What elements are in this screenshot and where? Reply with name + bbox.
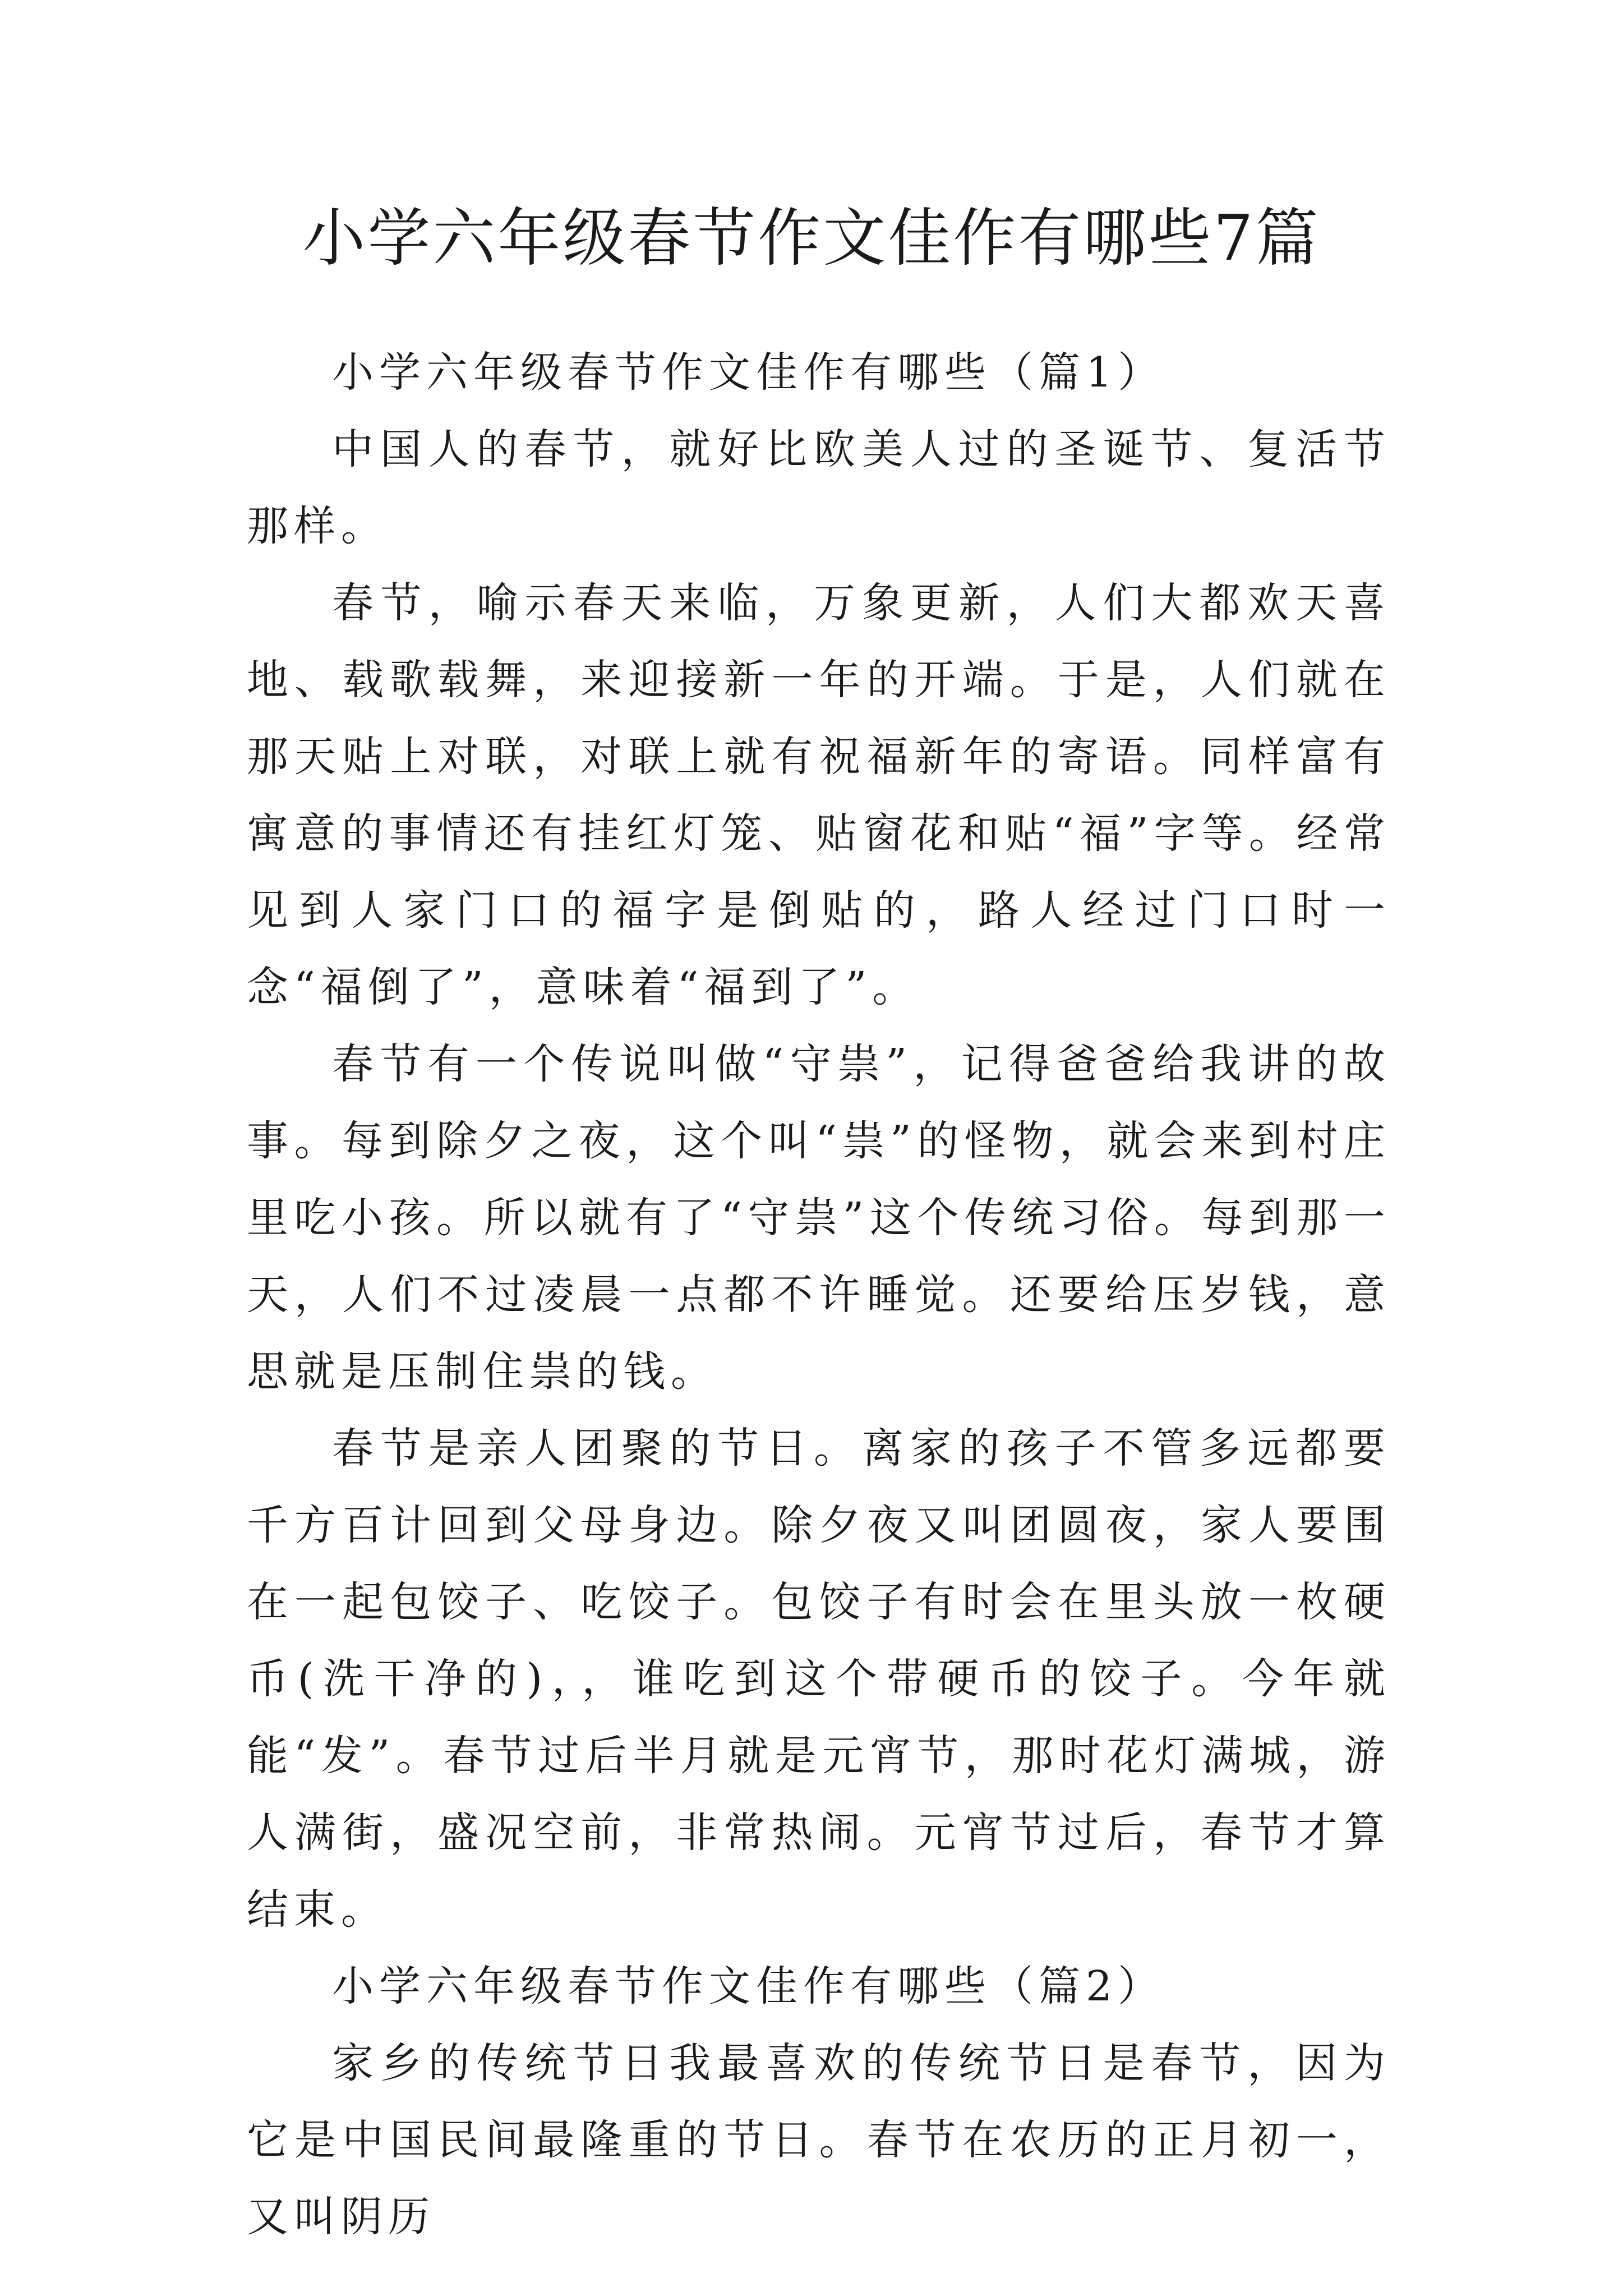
section-heading-2: 小学六年级春节作文佳作有哪些（篇2）: [332, 1962, 1165, 2010]
document-body: [247, 334, 1391, 2256]
section-heading-1: 小学六年级春节作文佳作有哪些（篇1）: [332, 348, 1165, 397]
paragraph: 家乡的传统节日我最喜欢的传统节日是春节，因为它是中国民间最隆重的节日。春节在农历的正月初一，又叫阴历: [247, 2039, 1391, 2241]
paragraph: 春节，喻示春天来临，万象更新，人们大都欢天喜地、载歌载舞，来迎接新一年的开端。于是，人们就在那天贴上对联，对联上就有祝福新年的寄语。同样富有寓意的事情还有挂红灯笼、贴窗花和贴“福”字等。经常见到人家门口的福字是倒贴的，路人经过门口时一念“福倒了”，意味着“福到了”。: [247, 579, 1391, 1011]
document-title: 小学六年级春节作文佳作有哪些7篇: [302, 202, 1321, 275]
paragraph: 春节有一个传说叫做“守祟”，记得爸爸给我讲的故事。每到除夕之夜，这个叫“祟”的怪物，就会来到村庄里吃小孩。所以就有了“守祟”这个传统习俗。每到那一天，人们不过凌晨一点都不许睡觉。还要给压岁钱，意思就是压制住祟的钱。: [247, 1040, 1391, 1396]
paragraph: 春节是亲人团聚的节日。离家的孩子不管多远都要千方百计回到父母身边。除夕夜又叫团圆夜，家人要围在一起包饺子、吃饺子。包饺子有时会在里头放一枚硬币(洗干净的)，，谁吃到这个带硬币的饺子。今年就能“发”。春节过后半月就是元宵节，那时花灯满城，游人满街，盛况空前，非常热闹。元宵节过后，春节才算结束。: [247, 1424, 1391, 1934]
paragraph: 中国人的春节，就好比欧美人过的圣诞节、复活节那样。: [247, 425, 1391, 550]
